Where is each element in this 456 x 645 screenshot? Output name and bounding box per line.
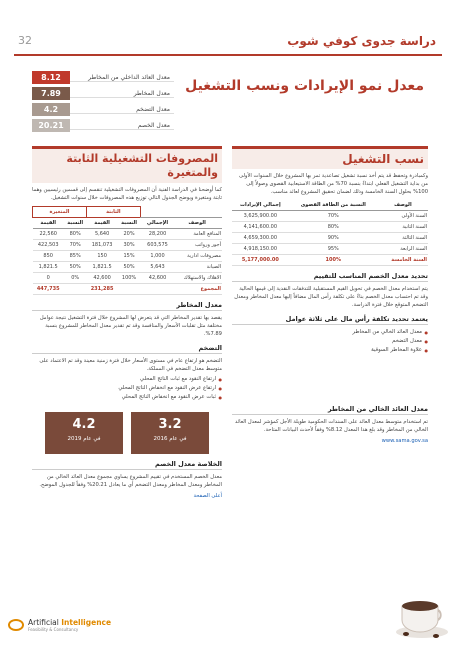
- table-cell: 30%: [118, 240, 141, 251]
- operating-expenses-table: [32, 206, 222, 295]
- logo-tagline: Feasibility & Consultancy: [28, 627, 79, 632]
- cost-factors-list: [232, 328, 428, 355]
- table-cell: 150: [86, 251, 117, 262]
- risk-rate-text: يقصد بها تقدير المخاطر التي قد يتعرض لها المشروع خلال فترة التشغيل نتيجة عوامل مختلفة مثل تقلبات الأسعار والمنافسة وقد تم تقدير معدل المخاطر للمشروع بنسبة 7.89%.: [39, 315, 222, 337]
- list-item: علاوة المخاطر السوقية ●: [232, 346, 428, 355]
- table-cell: 70%: [64, 240, 87, 251]
- table-cell: 20%: [118, 229, 141, 240]
- section-intro: كما أوضحنا في الدراسة الفنية أن المصروفات التشغيلية تنقسم إلى قسمين رئيسيين وهما ثابتة ومتغيرة ويوضح الجدول التالي توزيع هذه المصروفات خلال سنوات التشغيل.: [31, 187, 222, 201]
- table-cell: السنة الرابعة: [378, 244, 428, 255]
- metric-label: معدل العائد الداخلي من المخاطر: [70, 74, 174, 82]
- operating-expenses-section: [32, 146, 222, 500]
- table-cell: المجموع: [172, 284, 222, 295]
- table-cell: [140, 284, 143, 295]
- summary-heading: الخلاصة معدل الخصم: [32, 460, 222, 470]
- table-cell: 5,643: [143, 262, 172, 273]
- risk-free-text: تم استخدام متوسط معدل العائد على السندات الحكومية طويلة الأجل كمؤشر لمعدل العائد الخالي من المخاطر وقد بلغ هذا المعدل 8.12% وفقاً لأحدث البيانات المتاحة.: [234, 419, 428, 433]
- table-cell: 1,821.5: [86, 262, 117, 273]
- table-cell: 28,200: [143, 229, 172, 240]
- summary-link-wrap: [32, 492, 222, 500]
- table-cell: 80%: [289, 222, 378, 233]
- coffee-cup-icon: [392, 586, 450, 640]
- table-header: الوصف: [378, 200, 428, 211]
- group-header-variable: المتغيرة: [33, 207, 87, 218]
- table-cell: 181,073: [86, 240, 117, 251]
- list-item: معدل العائد الخالي من المخاطر ●: [232, 328, 428, 337]
- table-cell: أجور ورواتب: [172, 240, 222, 251]
- metric-label: معدل المخاطر: [70, 90, 174, 98]
- table-row: [33, 229, 223, 240]
- table-total-row: [33, 284, 223, 295]
- card-value: 3.2: [158, 417, 182, 432]
- company-logo: [8, 618, 111, 632]
- logo-name: [28, 618, 111, 627]
- table-cell: 850: [33, 251, 64, 262]
- table-row: [232, 244, 428, 255]
- table-header: الإجمالي: [143, 218, 172, 229]
- table-cell: السنة الثالثة: [378, 233, 428, 244]
- table-cell: 15%: [118, 251, 141, 262]
- table-cell: 90%: [289, 233, 378, 244]
- table-cell: 0%: [64, 273, 87, 284]
- metric-value: 4.2: [32, 103, 70, 116]
- group-header-fixed: الثابتة: [86, 207, 140, 218]
- section-intro: وكمبادرة وتحفظ قد يتم أخذ نسبة تشغيل تصاعدية تمر بها المشروع خلال السنوات الأولى من بداية التشغيل الفعلي ابتداءً بنسبة 70% من الطاقة الاستيعابية القصوى وصولاً إلى 100% بحلول السنة الخامسة وذلك لضمان تحقيق المشروع لعائد مناسب.: [239, 173, 428, 195]
- discount-rate-heading: تحديد معدل الخصم المناسب للتقييم: [232, 272, 428, 282]
- table-cell: السنة الثانية: [378, 222, 428, 233]
- table-cell: 3,625,900.00: [232, 211, 289, 222]
- section-heading: نسب التشغيل: [232, 146, 428, 169]
- discount-rate-text: يتم استخدام معدل الخصم في تحويل القيم المستقبلية للتدفقات النقدية إلى قيمها الحالية وقد تم احتساب معدل الخصم بناءً على تكلفة رأس المال مضافاً إليها معدل المخاطر ومعدل التضخم المتوقع خلال فترة الدراسة.: [234, 286, 428, 308]
- inflation-card-2019: [45, 412, 123, 454]
- metrics-summary: [32, 70, 174, 134]
- cost-of-capital-heading: يعتمد تحديد تكلفة رأس مال على ثلاثة عوامل: [232, 315, 428, 325]
- logo-name-plain: Artificial: [28, 618, 62, 627]
- table-cell: 80%: [64, 229, 87, 240]
- operating-ratios-section: [232, 146, 428, 445]
- table-cell: 1,000: [143, 251, 172, 262]
- table-header: القيمة: [33, 218, 64, 229]
- source-link[interactable]: www.sama.gov.sa: [381, 438, 428, 444]
- metric-value: 20.21: [32, 119, 70, 132]
- table-row: [33, 240, 223, 251]
- table-cell: 42,600: [143, 273, 172, 284]
- table-cell: 100%: [118, 273, 141, 284]
- page-header: [14, 28, 442, 56]
- metric-row: [32, 102, 174, 117]
- table-cell: [140, 229, 143, 240]
- inflation-card-2016: [131, 412, 209, 454]
- table-cell: 1,821.5: [33, 262, 64, 273]
- table-header: النسبة: [118, 218, 141, 229]
- table-cell: 42,600: [86, 273, 117, 284]
- metric-row: [32, 70, 174, 85]
- section-heading: المصروفات التشغيلية الثابتة والمتغيرة: [32, 146, 222, 183]
- table-cell: السنة الخامسة: [378, 255, 428, 266]
- table-cell: [140, 262, 143, 273]
- source-link-wrap: [232, 437, 428, 445]
- list-item: ارتفاع عرض النقود مع انخفاض الناتج المحلي ●: [32, 384, 222, 393]
- page-number: 32: [18, 34, 32, 47]
- table-cell: [118, 284, 141, 295]
- table-cell: السنة الأولى: [378, 211, 428, 222]
- table-cell: 603,575: [143, 240, 172, 251]
- table-header-spacer: [140, 207, 222, 218]
- table-cell: مصروفات ادارية: [172, 251, 222, 262]
- table-cell: [140, 251, 143, 262]
- main-title: معدل نمو الإيرادات ونسب التشغيل: [185, 78, 424, 94]
- table-cell: 4,918,150.00: [232, 244, 289, 255]
- table-cell: 4,141,600.00: [232, 222, 289, 233]
- risk-free-heading: معدل العائد الخالي من المخاطر: [232, 405, 428, 415]
- card-value: 4.2: [72, 417, 96, 432]
- table-cell: الاهلاك والاستهلاك: [172, 273, 222, 284]
- table-cell: 422,503: [33, 240, 64, 251]
- table-cell: 231,285: [86, 284, 117, 295]
- table-cell: 5,640: [86, 229, 117, 240]
- table-cell: [64, 284, 87, 295]
- metric-label: معدل التضخم: [70, 106, 174, 114]
- list-item: ارتفاع النقود مع ثبات الناتج المحلي ●: [32, 375, 222, 384]
- table-row: [33, 262, 223, 273]
- table-cell: 50%: [64, 262, 87, 273]
- table-cell: 50%: [118, 262, 141, 273]
- table-header: النسبة من الطاقة القصوى: [289, 200, 378, 211]
- metric-row: [32, 86, 174, 101]
- table-cell: 100%: [289, 255, 378, 266]
- table-row: [33, 273, 223, 284]
- table-cell: الصيانة: [172, 262, 222, 273]
- summary-link[interactable]: أعلى الصفحة: [193, 493, 222, 499]
- inflation-cards: [32, 412, 222, 454]
- table-cell: المنافع العامة: [172, 229, 222, 240]
- list-item: ثبات عرض النقود مع انخفاض الناتج المحلي ●: [32, 393, 222, 402]
- inflation-heading: التضخم: [32, 344, 222, 354]
- table-cell: 0: [33, 273, 64, 284]
- table-cell: 447,735: [33, 284, 64, 295]
- logo-icon: [8, 619, 24, 631]
- table-header: إجمالي الإيرادات: [232, 200, 289, 211]
- risk-rate-heading: معدل المخاطر: [32, 301, 222, 311]
- table-header: الوصف: [172, 218, 222, 229]
- table-cell: 70%: [289, 211, 378, 222]
- inflation-text: التضخم هو ارتفاع عام في مستوى الأسعار خلال فترة زمنية معينة وقد تم الاعتماد على متوسط معدل التضخم في المملكة.: [39, 358, 222, 372]
- table-header: [140, 218, 143, 229]
- table-header: النسبة: [64, 218, 87, 229]
- table-cell: [140, 240, 143, 251]
- inflation-list: [32, 375, 222, 402]
- logo-text-block: [28, 618, 111, 632]
- table-total-row: [232, 255, 428, 266]
- table-cell: 85%: [64, 251, 87, 262]
- table-row: [232, 233, 428, 244]
- table-row: [232, 211, 428, 222]
- summary-text: معدل الخصم المستخدم في تقييم المشروع يساوي مجموع معدل العائد الخالي من المخاطر ومعدل المخاطر ومعدل التضخم أي ما يعادل 20.21% وفقاً للجدول الموضح.: [39, 474, 222, 488]
- table-cell: 4,659,300.00: [232, 233, 289, 244]
- table-cell: [140, 273, 143, 284]
- list-item: معدل التضخم ●: [232, 337, 428, 346]
- card-label: في عام 2019: [67, 436, 101, 442]
- logo-name-bold: Intelligence: [61, 618, 112, 627]
- operating-ratios-table: [232, 200, 428, 266]
- table-cell: 22,560: [33, 229, 64, 240]
- metric-value: 7.89: [32, 87, 70, 100]
- table-row: [232, 222, 428, 233]
- table-row: [33, 251, 223, 262]
- card-label: في عام 2016: [153, 436, 187, 442]
- table-cell: 5,177,000.00: [232, 255, 289, 266]
- table-cell: 95%: [289, 244, 378, 255]
- metric-label: معدل الخصم: [70, 122, 174, 130]
- document-title: دراسة جدوى كوفي شوب: [287, 34, 436, 48]
- metric-row: [32, 118, 174, 133]
- table-cell: [143, 284, 172, 295]
- metric-value: 8.12: [32, 71, 70, 84]
- table-header: القيمة: [86, 218, 117, 229]
